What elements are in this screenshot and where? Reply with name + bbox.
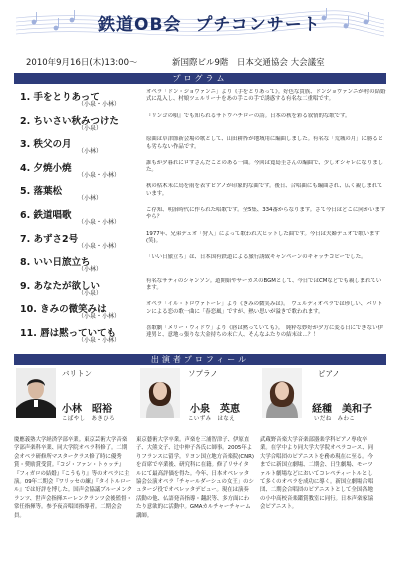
- program-list: [16, 88, 386, 348]
- song-title: 9. あなたが欲しい: [20, 280, 101, 292]
- performers-section-bar: 出演者プロフィール: [14, 354, 386, 365]
- song-title: 7. あずさ2号: [20, 233, 79, 245]
- program-item: [16, 277, 386, 301]
- performer-bio: 慶應義塾大学経済学部卒業。東京芸術大学音楽学部声楽科卒業、同大学院オペラ科修了。二期会オペラ研修所マスタークラス修了時に優秀賞・奨励賞受賞。『コジ・ファン・トゥッテ』『フィガロの結婚』『こうもり』等のオペラに主演。09年二期会『ワリッセの練』『タイトルロール』では好評を博した。国声会協議ブルーメンクランツ、世声会指揮エーレンクランツ会後監督・常任指揮等。参予夜音唱団指導者。二期会会員。: [14, 437, 132, 519]
- song-performers: （小泉・小林）: [78, 101, 121, 108]
- performer-name: 経種 美和子: [312, 404, 372, 415]
- song-description: 1977年、兄弟デュオ「狩人」によって歌われ大ヒットした曲です。今日は夫婦デュオで歌います(笑)。: [146, 230, 380, 244]
- song-description: 喜歌劇「メリー・ウィドウ」より《唇は黙っていても》。 純粋な妙好が夕方に変る日にできない伊達男と、意地っ張りな大金持ちの未亡人、そんなふたりの結末は…？！: [146, 324, 383, 339]
- program-item: [16, 159, 386, 183]
- title-sub: プチコンサート: [195, 15, 321, 35]
- song-description: 誰もが夕暮れにロずさんだことのある一曲。今回は寛島圭さんの編曲で、少しオシャレになりました。: [146, 159, 383, 174]
- program-item: [16, 135, 386, 159]
- performer-name-reading: こばやし あきひろ: [62, 416, 116, 422]
- performer-bio: 東京藝術大学卒業。声楽を三浦智津子、伊原直子、大熊文子、辻中伸子各氏に師事。2005年よりフランスに留学。リヨン国立地方音楽院(CNR)を首席で卒業後、研究科に在籍。修了リサイタルにて最高評価を得た。今年、日本オペレッタ協会公演オペラ「チャールダーシュの女王」のシュタージ役でオペレッタデビュー。現在は演奏活動の他、仏語発音指導・翻訳等、多方面にわたり意欲的に活動中。GMAカルチャーチャーム講師。: [136, 437, 254, 519]
- performer-name-reading: こいずみ はなえ: [188, 416, 236, 422]
- song-performers: （小林）: [78, 148, 103, 156]
- program-item: [16, 230, 386, 254]
- performer-name: 小泉 英恵: [190, 404, 240, 415]
- song-title: 6. 鉄道唱歌: [20, 209, 72, 221]
- program-section-bar: プログラム: [14, 73, 386, 84]
- concert-title: [98, 10, 321, 35]
- performers: [14, 366, 386, 562]
- song-title: 5. 落葉松: [20, 186, 63, 198]
- song-title: 10. きみの微笑みは: [20, 304, 107, 316]
- song-performers: （小泉・小林）: [78, 242, 121, 250]
- performer-photo: [262, 368, 302, 418]
- title-main: 鉄道OB会: [98, 15, 182, 35]
- song-performers: （小泉・小林）: [78, 336, 121, 344]
- song-title: 1. 手をとりあって: [20, 92, 100, 103]
- song-performers: （小泉）: [78, 124, 103, 132]
- performer-bio: 武蔵野音楽大学音楽部器楽学科ピアノ専攻卒業。在学中より同大学大学院オペラコース、同大学合唱団のピアニストを務め現在に至る。今までに新国立劇場、二期会、日生劇場、モーツァルト劇場などにおいてコレペティートルとして多くのオペラを成功に導く。新国立劇場合唱団、二期会合唱団のピアニストとして全国各地の小中高校音楽鑑賞教室に同行。日本声楽家協会ピアニスト。: [260, 437, 374, 511]
- program-item: [16, 88, 386, 112]
- performer-soprano: [136, 366, 254, 562]
- event-date: 2010年9月16日(木)13:00～: [26, 58, 138, 68]
- song-performers: （小泉・小林）: [78, 313, 121, 321]
- song-description: オペラ「イル・トロヴァトーレ」より《きみの微笑みは》。 ヴェルディオペラでは珍しい、バリトンによる恋の歌一曲に「春恋風」ですが、熱い思いが溢きで歌われます。: [146, 301, 383, 315]
- song-description: ご存知、明治時代に作られた唱歌です。全5集、334番からなります。さて今日はどこに向かいますやら？: [146, 206, 386, 221]
- song-title: 4. 夕焼小焼: [20, 162, 72, 174]
- song-performers: （小林）: [78, 266, 103, 274]
- song-title: 2. ちいさい秋みつけた: [20, 115, 119, 127]
- performer-role: バリトン: [62, 369, 92, 378]
- performer-role: ピアノ: [318, 369, 340, 378]
- performer-photo: [140, 368, 180, 418]
- song-title: 11. 唇は黙っていても: [20, 327, 117, 339]
- song-performers: （小林）: [78, 195, 103, 203]
- song-description: 原曲は草津節新会場の歌として、山田耕筰が地域用に編曲しました。有名な「荒城の月」に勝るとも劣らない作品です。: [146, 136, 384, 150]
- performer-name: 小林 昭裕: [62, 404, 112, 415]
- performer-piano: [260, 366, 378, 562]
- performer-name-reading: いだね みわこ: [314, 416, 356, 422]
- performer-photo: [16, 368, 56, 418]
- header: [16, 4, 384, 74]
- song-description: オペラ「ドン・ジョヴァンニ」より《手をとりあって》。好色な貴族、ドンジョヴァンニが村の結婚式に乱入し、村娘ツェルリーナをあの手この手で誘惑する有名な二重唱です。: [146, 89, 386, 103]
- event-venue: 新国際ビル9階 日本交通協会 大会議室: [172, 58, 325, 68]
- program-item: [16, 112, 386, 136]
- song-description: 「いい日旅立ち」は、日本国有鉄道による旅行誘致キャンペーンのキャッチコピーでした。: [146, 254, 367, 261]
- song-title: 3. 秩父の月: [20, 139, 72, 151]
- program-item: [16, 253, 386, 277]
- song-performers: （小泉・小林）: [78, 218, 121, 226]
- song-performers: （小泉）: [78, 289, 103, 297]
- program-item: [16, 324, 386, 348]
- program-item: [16, 206, 386, 230]
- song-title: 8. いい日旅立ち: [20, 257, 91, 269]
- performer-role: ソプラノ: [188, 369, 218, 378]
- song-performers: （小泉・小林）: [78, 171, 121, 179]
- song-description: 『リンゴの唄』でも知られるサトウハチローの詩。日本の秋を彩る叙情的な歌です。: [146, 112, 351, 119]
- song-description: 有名なサティのシャンソン。道開始やサーカスのBGMとして、今日ではCMなどでも親しまれています。: [146, 277, 382, 292]
- program-item: [16, 300, 386, 324]
- song-description: 秋の枯木末に鳥を雨を表すピアノが印象的な曲です。後日、合唱曲にも編曲され、広く親しまれています。: [146, 183, 383, 197]
- program-item: [16, 182, 386, 206]
- performer-baritone: [14, 366, 132, 562]
